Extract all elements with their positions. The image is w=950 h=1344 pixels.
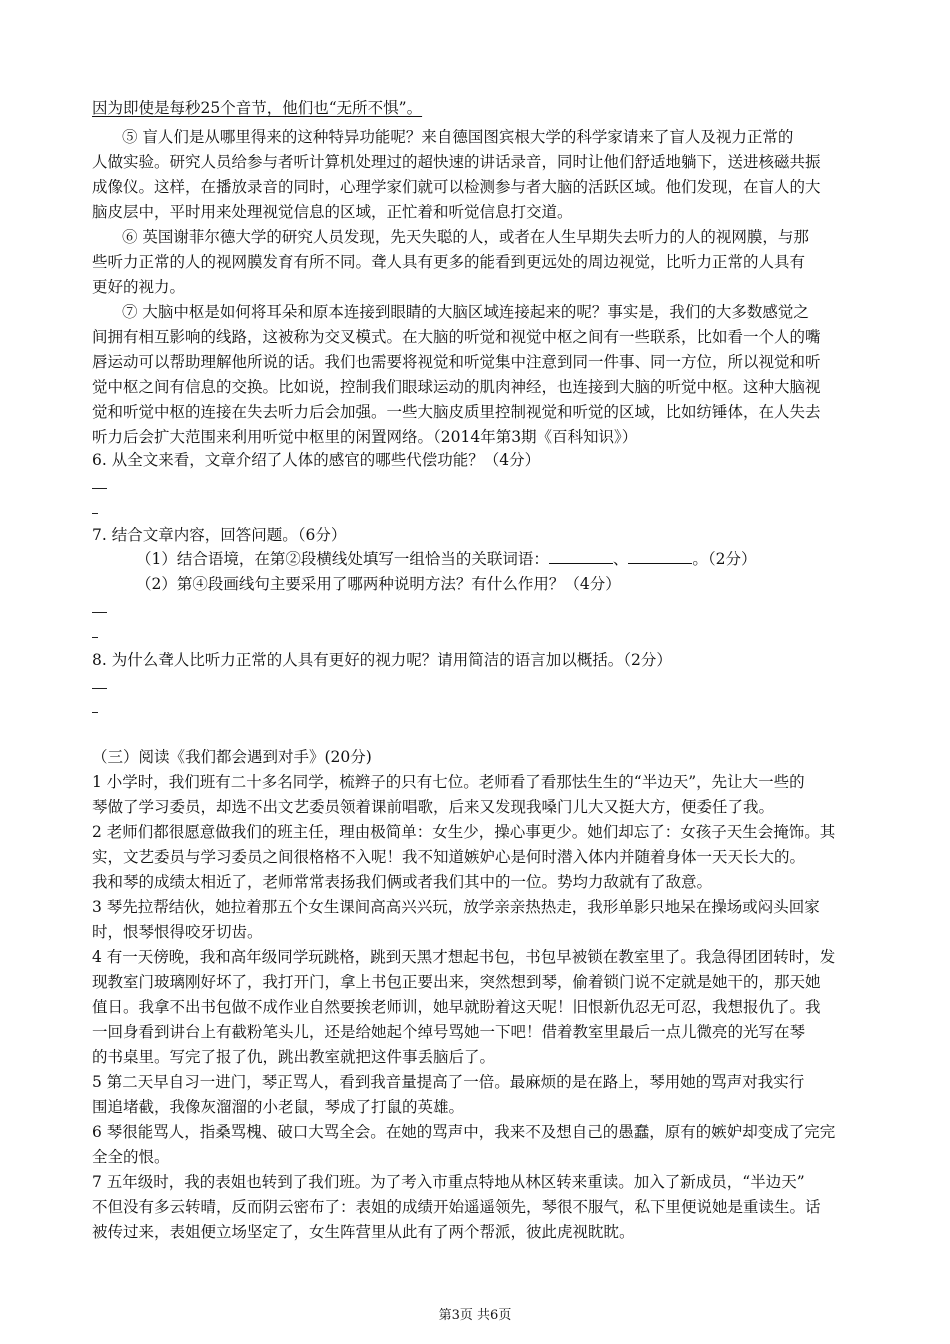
paragraph-7-line: ⑦ 大脑中枢是如何将耳朵和原本连接到眼睛的大脑区域连接起来的呢？事实是，我们的大多数感觉之 [122,303,809,321]
paragraph-7-line: 听力后会扩大范围来利用听觉中枢里的闲置网络。（2014年第3期《百科知识》） [92,428,638,446]
paragraph-5-line: ⑤ 盲人们是从哪里得来的这种特异功能呢？来自德国图宾根大学的科学家请来了盲人及视力正常的 [122,128,794,146]
underlined-sentence: 因为即使是每秒25个音节，他们也“无所不惧”。 [92,99,423,117]
question-8: 8. 为什么聋人比听力正常的人具有更好的视力呢？请用简洁的语言加以概括。（2分） [92,651,672,669]
section-3-line: 现教室门玻璃刚好坏了，我打开门，拿上书包正要出来，突然想到琴，偷着锁门说不定就是她干的，那天她 [92,973,821,991]
blank-separator: 、 [612,550,629,568]
section-3-line: 时，恨琴恨得咬牙切齿。 [92,923,263,941]
section-3-line: 全全的恨。 [92,1148,170,1166]
answer-line[interactable] [92,513,98,514]
section-3-line: 4 有一天傍晚，我和高年级同学玩跳格，跳到天黑才想起书包，书包早被锁在教室里了。我急得团团转时，发 [92,948,836,966]
fill-blank-2[interactable] [628,549,692,564]
paragraph-6-line: 些听力正常的人的视网膜发育有所不同。聋人具有更多的能看到更远处的周边视觉，比听力正常的人具有 [92,253,806,271]
answer-line[interactable] [92,688,107,689]
section-3-line: 琴做了学习委员，却选不出文艺委员领着课前唱歌，后来又发现我嗓门儿大又挺大方，便委任了我。 [92,798,775,816]
answer-line[interactable] [92,637,98,638]
section-3-line: 6 琴很能骂人，指桑骂槐、破口大骂全会。在她的骂声中，我来不及想自己的愚蠢，原有的嫉妒却变成了完完 [92,1123,836,1141]
question-7-sub-1 [136,549,757,569]
paragraph-7-line: 觉中枢之间有信息的交换。比如说，控制我们眼球运动的肌肉神经，也连接到大脑的听觉中枢。这种大脑视 [92,378,821,396]
section-3-line: 不但没有多云转晴，反而阴云密布了：表姐的成绩开始遥遥领先，琴很不服气，私下里便说她是重读生。话 [92,1198,821,1216]
question-7-sub-1-text: （1）结合语境，在第②段横线处填写一组恰当的关联词语： [136,550,549,568]
answer-line[interactable] [92,612,107,613]
question-7-sub-1-score: 。（2分） [692,550,757,568]
section-3-line: 1 小学时，我们班有二十多名同学，梳辫子的只有七位。老师看了看那怯生生的“半边天”，先让大一些的 [92,773,805,791]
answer-line[interactable] [92,488,107,489]
section-3-line: 值日。我拿不出书包做不成作业自然要挨老师训，她早就盼着这天呢！旧恨新仇忍无可忍，我想报仇了。我 [92,998,821,1016]
section-3-line: 3 琴先拉帮结伙，她拉着那五个女生课间高高兴兴玩，放学亲亲热热走，我形单影只地呆在操场或闷头回家 [92,898,820,916]
section-3-line: 我和琴的成绩太相近了，老师常常表扬我们俩或者我们其中的一位。势均力敌就有了敌意。 [92,873,713,891]
section-3-line: 的书桌里。写完了报了仇，跳出教室就把这件事丢脑后了。 [92,1048,496,1066]
paragraph-5-line: 人做实验。研究人员给参与者听计算机处理过的超快速的讲话录音，同时让他们舒适地躺下，送进核磁共振 [92,153,821,171]
paragraph-6-line: ⑥ 英国谢菲尔德大学的研究人员发现，先天失聪的人，或者在人生早期失去听力的人的视网膜，与那 [122,228,809,246]
section-3-title: （三）阅读《我们都会遇到对手》(20分) [92,748,372,766]
paragraph-7-line: 觉和听觉中枢的连接在失去听力后会加强。一些大脑皮质里控制视觉和听觉的区域，比如纺锤体，在人失去 [92,403,821,421]
section-3-line: 5 第二天早自习一进门，琴正骂人，看到我音量提高了一倍。最麻烦的是在路上，琴用她的骂声对我实行 [92,1073,805,1091]
paragraph-5-line: 成像仪。这样，在播放录音的同时，心理学家们就可以检测参与者大脑的活跃区域。他们发现，在盲人的大 [92,178,821,196]
section-3-line: 一回身看到讲台上有截粉笔头儿，还是给她起个绰号骂她一下吧！借着教室里最后一点儿微亮的光写在琴 [92,1023,806,1041]
answer-line[interactable] [92,712,98,713]
question-7: 7. 结合文章内容，回答问题。（6分） [92,526,347,544]
question-7-sub-2: （2）第④段画线句主要采用了哪两种说明方法？有什么作用？（4分） [136,575,621,593]
fill-blank-1[interactable] [549,549,613,564]
paragraph-6-line: 更好的视力。 [92,278,186,296]
page-footer: 第3页 共6页 [438,1308,512,1323]
paragraph-5-line: 脑皮层中，平时用来处理视觉信息的区域，正忙着和听觉信息打交道。 [92,203,573,221]
section-3-line: 7 五年级时，我的表姐也转到了我们班。为了考入市重点特地从林区转来重读。加入了新成员，“半边天” [92,1173,805,1191]
section-3-line: 2 老师们都很愿意做我们的班主任，理由极简单：女生少，操心事更少。她们却忘了：女孩子天生会掩饰。其 [92,823,836,841]
question-6: 6. 从全文来看，文章介绍了人体的感官的哪些代偿功能？（4分） [92,451,541,469]
paragraph-7-line: 间拥有相互影响的线路，这被称为交叉模式。在大脑的听觉和视觉中枢之间有一些联系，比如看一个人的嘴 [92,328,821,346]
section-3-line: 被传过来，表姐便立场坚定了，女生阵营里从此有了两个帮派，彼此虎视眈眈。 [92,1223,635,1241]
section-3-line: 实，文艺委员与学习委员之间很格格不入呢！我不知道嫉妒心是何时潜入体内并随着身体一天天长大的。 [92,848,806,866]
section-3-line: 围追堵截，我像灰溜溜的小老鼠，琴成了打鼠的英雄。 [92,1098,465,1116]
paragraph-7-line: 唇运动可以帮助理解他所说的话。我们也需要将视觉和听觉集中注意到同一件事、同一方位，所以视觉和听 [92,353,821,371]
